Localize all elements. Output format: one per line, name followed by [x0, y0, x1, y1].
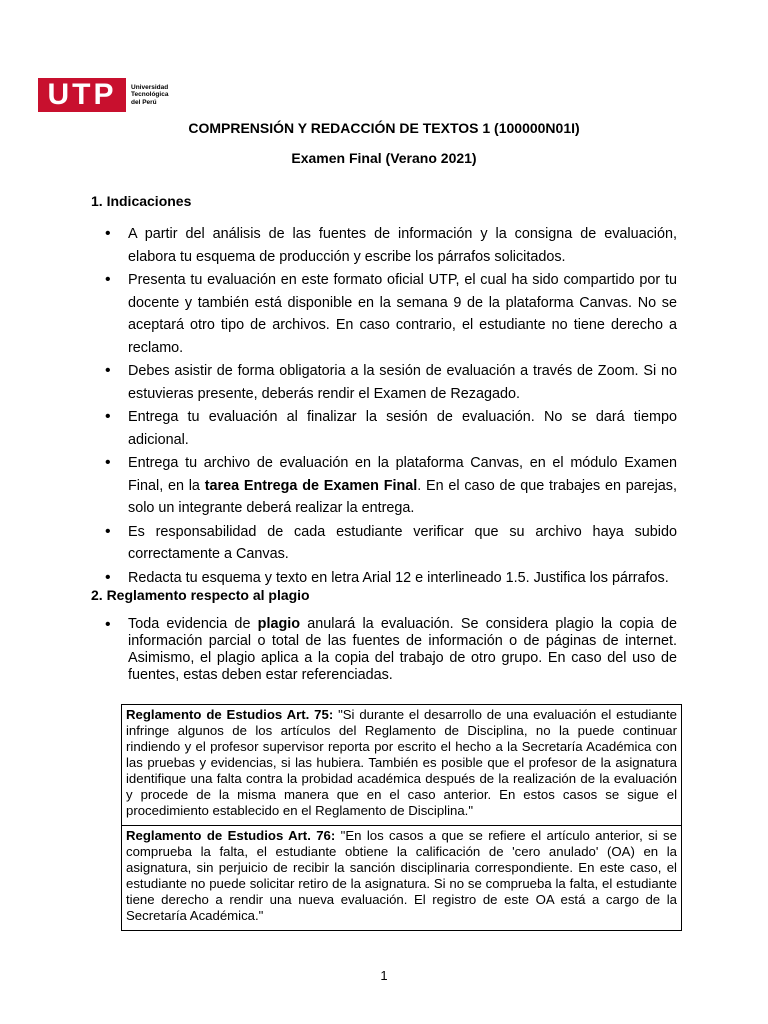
table-cell: [122, 826, 682, 931]
utp-logo: [38, 78, 168, 112]
table-row: [122, 826, 682, 931]
logo-university-name: [131, 84, 168, 107]
rule-label: Reglamento de Estudios Art. 75:: [126, 707, 334, 722]
list-item-emphasis: tarea Entrega de Examen Final: [204, 477, 418, 494]
table-row: [122, 705, 682, 826]
list-item-text: Toda evidencia de: [128, 616, 258, 632]
list-item: • Redacta tu esquema y texto en letra Arial 12 e interlineado 1.5. Justifica los párrafos.: [91, 567, 677, 590]
plagio-list: [91, 616, 677, 684]
document-subtitle: Examen Final (Verano 2021): [291, 150, 477, 166]
rule-label: Reglamento de Estudios Art. 76:: [126, 828, 336, 843]
indicaciones-list: [91, 223, 677, 589]
list-item: • A partir del análisis de las fuentes de información y la consigna de evaluación, elabora tu esquema de producción y escribe los párrafos solicitados.: [91, 223, 677, 268]
rule-text: "En los casos a que se refiere el artículo anterior, si se comprueba la falta, el estudiante obtiene la calificación de 'cero anulado' (OA) en la asignatura, sin perjuicio de recibir la sanción disciplinaria correspondiente. En este caso, el estudiante no puede solicitar retiro de la asignatura. Si no se comprueba la falta, el estudiante tiene derecho a rendir una nueva evaluación. El registro de este OA está a cargo de la Secretaría Académica.": [126, 828, 677, 923]
list-item-text: . En el caso de que trabajes en parejas, solo un integrante deberá realizar la entrega.: [128, 477, 677, 516]
logo-line: Tecnológica: [131, 91, 169, 99]
list-item: [91, 616, 677, 684]
document-title: COMPRENSIÓN Y REDACCIÓN DE TEXTOS 1 (100000N01I): [188, 120, 580, 136]
logo-line: Universidad: [131, 83, 169, 91]
list-item: [91, 452, 677, 520]
table-cell: [122, 705, 682, 826]
list-item: • Entrega tu evaluación al finalizar la sesión de evaluación. No se dará tiempo adicional.: [91, 406, 677, 451]
list-item-text: anulará la evaluación. Se considera plagio la copia de información parcial o total de las fuentes de información o de páginas de internet. Asimismo, el plagio aplica a la copia del trabajo de otro grupo. En caso del uso de fuentes, estas deben estar referenciadas.: [128, 616, 677, 683]
logo-line: del Perú: [131, 98, 157, 106]
list-item-emphasis: plagio: [257, 616, 301, 632]
section-heading-plagio: 2. Reglamento respecto al plagio: [91, 587, 310, 603]
page-number: 1: [380, 968, 388, 983]
list-item: • Es responsabilidad de cada estudiante verificar que su archivo haya subido correctamente a Canvas.: [91, 521, 677, 566]
logo-mark: UTP: [38, 78, 126, 112]
reglamento-table: [121, 704, 682, 931]
section-heading-indicaciones: 1. Indicaciones: [91, 193, 192, 209]
rule-text: "Si durante el desarrollo de una evaluación el estudiante infringe algunos de los artículos del Reglamento de Disciplina, no la puede continuar rindiendo y el profesor supervisor reporta por escrito el hecho a la Secretaría Académica con las pruebas y evidencias, si las hubiera. También es posible que el profesor de la asignatura identifique una falta contra la probidad académica después de la realización de la evaluación y procede de la misma manera que en el caso anterior. En estos casos se sigue el procedimiento establecido en el Reglamento de Disciplina.": [126, 707, 677, 818]
list-item-text: Entrega tu archivo de evaluación en la plataforma Canvas, en el módulo Examen Final, en la: [128, 455, 677, 494]
list-item: • Debes asistir de forma obligatoria a la sesión de evaluación a través de Zoom. Si no estuvieras presente, deberás rendir el Examen de Rezagado.: [91, 360, 677, 405]
list-item: • Presenta tu evaluación en este formato oficial UTP, el cual ha sido compartido por tu docente y también está disponible en la semana 9 de la plataforma Canvas. No se aceptará otro tipo de archivos. En caso contrario, el estudiante no tiene derecho a reclamo.: [91, 269, 677, 359]
